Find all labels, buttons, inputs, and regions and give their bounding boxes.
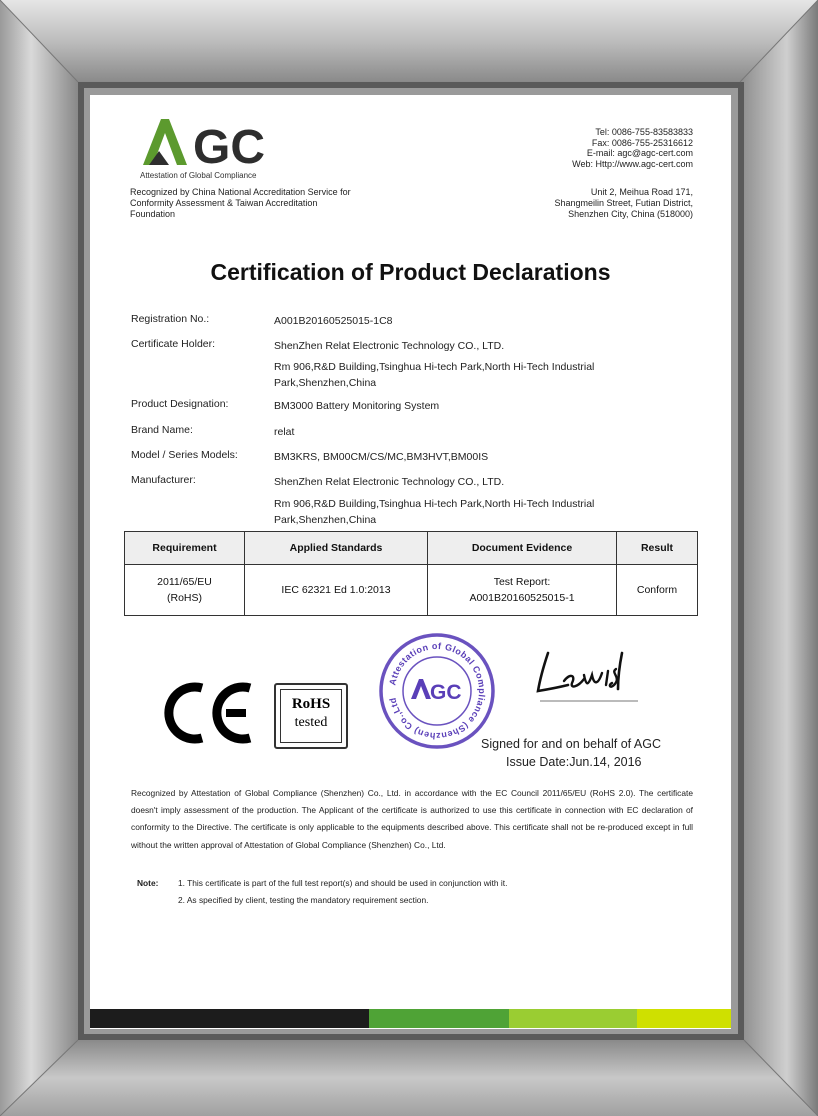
certificate-paper [90,95,731,1029]
field-value: BM3KRS, BM00CM/CS/MC,BM3HVT,BM00IS [274,451,489,463]
field-value: relat [274,426,295,438]
handwritten-signature [530,645,640,705]
signed-on-behalf: Signed for and on behalf of AGC [481,737,661,751]
cell-result: Conform [617,565,698,616]
header-evidence: Document Evidence [428,532,617,565]
recognition-text: Recognized by China National Accreditation Service for Conformity Assessment & Taiwan Accreditation Foundation [130,187,351,219]
field-value: ShenZhen Relat Electronic Technology CO., LTD. [274,476,505,488]
svg-text:GC: GC [193,121,265,173]
header-standards: Applied Standards [245,532,428,565]
cell-evidence [428,565,617,616]
field-value: ShenZhen Relat Electronic Technology CO., LTD. [274,340,505,352]
requirement-code: 2011/65/EU [157,576,212,588]
table-row [125,565,698,616]
footer-bar-lime [509,1009,637,1028]
footer-bar-dark [90,1009,369,1028]
contact-web: Web: Http://www.agc-cert.com [572,158,693,169]
contact-fax: Fax: 0086-755-25316612 [591,137,693,148]
field-value: A001B20160525015-1C8 [274,315,393,327]
field-value: Rm 906,R&D Building,Tsinghua Hi-tech Park,North Hi-Tech Industrial Park,Shenzhen,China [274,361,595,389]
field-label: Brand Name: [131,424,193,436]
header-result: Result [617,532,698,565]
field-label: Registration No.: [131,313,210,325]
footer-bar-yellow [637,1009,731,1028]
cell-standard: IEC 62321 Ed 1.0:2013 [245,565,428,616]
field-label: Model / Series Models: [131,449,238,461]
rohs-badge-title: RoHS [291,696,331,712]
ce-mark-icon [158,678,258,748]
rohs-tested-badge [274,683,348,749]
footer-bar-green [369,1009,509,1028]
field-value: Rm 906,R&D Building,Tsinghua Hi-tech Park,North Hi-Tech Industrial Park,Shenzhen,China [274,498,595,526]
certificate-statement: Recognized by Attestation of Global Compliance (Shenzhen) Co., Ltd. in accordance with the EC Council 2011/65/EU (RoHS 2.0). The certificate doesn't imply assessment of the production. The Applicant of the certificate is authorized to use this certificate in connection with EC declaration of conformity to the Directive. The certificate is only applicable to the equipments described above. This certificate shall not be re-produced except in full without the written approval of Attestation of Global Compliance (Shenzhen) Co., Ltd. [131,788,693,850]
note-item: 2. As specified by client, testing the mandatory requirement section. [178,895,429,905]
certificate-title: Certification of Product Declarations [210,259,611,285]
field-label: Certificate Holder: [131,338,216,350]
note-label: Note: [137,878,159,888]
svg-text:Attestation of Global Complian: Attestation of Global Compliance (Shenzhen) Co.,Ltd [387,640,488,742]
contact-email: E-mail: agc@agc-cert.com [586,148,693,158]
company-address: Unit 2, Meihua Road 171, Shangmeilin Street, Futian District, Shenzhen City, China (518000) [554,187,693,219]
evidence-number: A001B20160525015-1 [469,592,575,604]
agc-seal-stamp-icon [377,631,497,751]
rohs-badge-subtitle: tested [294,715,328,730]
contact-info [572,127,693,169]
field-label: Manufacturer: [131,474,196,486]
requirement-name: (RoHS) [166,592,202,604]
svg-text:GC: GC [430,681,462,704]
agc-logo [135,113,285,173]
field-value: BM3000 Battery Monitoring System [274,400,440,412]
header-requirement: Requirement [125,532,245,565]
note-item: 1. This certificate is part of the full test report(s) and should be used in conjunction with it. [178,878,508,888]
requirements-table [124,531,698,616]
issue-date: Issue Date:Jun.14, 2016 [506,755,642,769]
evidence-label: Test Report: [493,576,551,588]
cell-requirement [125,565,245,616]
contact-tel: Tel: 0086-755-83583833 [595,127,693,137]
table-header-row [125,532,698,565]
logo-tagline: Attestation of Global Compliance [140,171,257,180]
field-label: Product Designation: [131,398,229,410]
